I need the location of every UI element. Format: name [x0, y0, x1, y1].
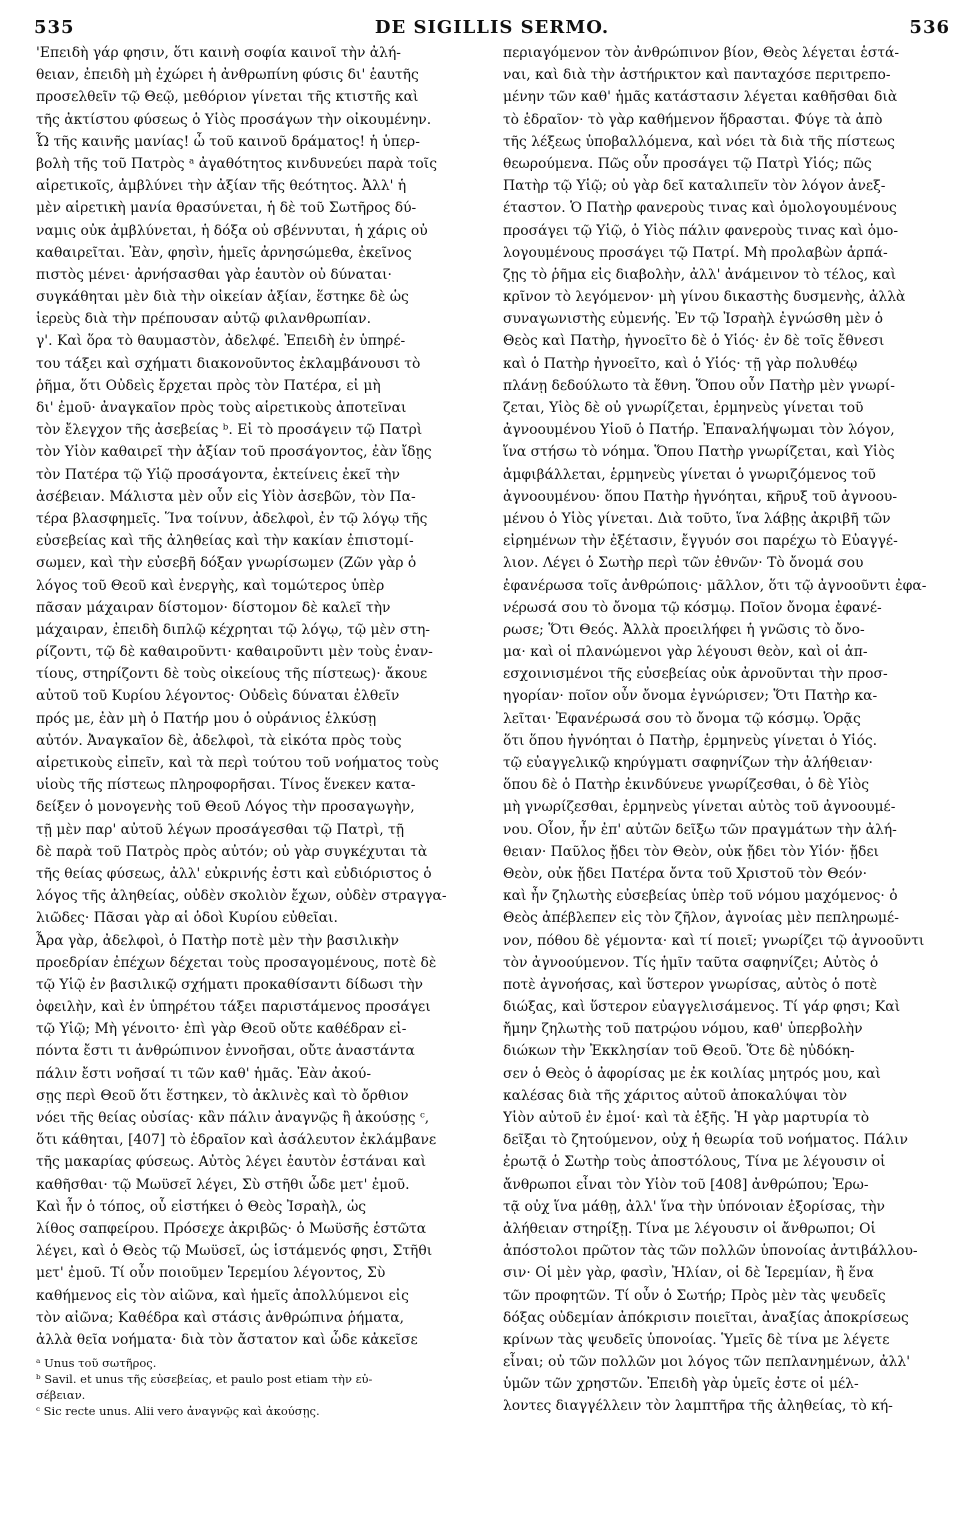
- footnote-line: σέβειαν.: [36, 1388, 86, 1403]
- text-line: νέρωσά σου τὸ ὄνομα τῷ κόσμῳ. Ποῖον ὄνομα ἐφανέ-: [503, 599, 882, 616]
- text-line: ηγορίαν· ποῖον οὖν ὄνομα ἐγνώρισεν; Ὅτι Πατὴρ κα-: [503, 688, 878, 705]
- text-line: σεν ὁ Θεὸς ὁ ἀφορίσας με ἐκ κοιλίας μητρός μου, καὶ: [503, 1065, 881, 1082]
- text-line: δείξεν ὁ μονογενὴς τοῦ Θεοῦ Λόγος τὴν προσαγωγὴν,: [36, 799, 415, 816]
- text-line: τῶν προφητῶν. Τί οὖν ὁ Σωτήρ; Πρὸς μὲν τὰς ψευδεῖς: [503, 1287, 886, 1304]
- text-line: προσάγει τῷ Υἱῷ, ὁ Υἱὸς πάλιν φανεροὺς τινας καὶ ὁμο-: [503, 222, 899, 239]
- right-page-number: 536: [909, 16, 950, 38]
- text-line: ἐφανέρωσα τοῖς ἀνθρώποις· μᾶλλον, ὅτι τῷ ἀγνοοῦντι ἐφα-: [503, 577, 927, 594]
- text-line: ἄνθρωποι εἶναι τὸν Υἱὸν τοῦ [408] ἀνθρώπου; Ἐρω-: [503, 1176, 869, 1193]
- text-line: δεῖξαι τὸ ζητούμενον, οὐχ ἡ θεωρία τοῦ νοήματος. Πάλιν: [503, 1132, 908, 1149]
- text-line: ῥῆμα, ὅτι Οὐδεὶς ἔρχεται πρὸς τὸν Πατέρα, εἰ μὴ: [36, 377, 381, 394]
- text-line: ναμις οὐκ ἀμβλύνεται, ἡ δόξα οὐ σβέννυται, ἡ χάρις οὐ: [36, 222, 428, 239]
- text-line: τὸν ἀγνοούμενον. Τίς ἡμῖν ταῦτα σαφηνίζει; Αὐτὸς ὁ: [503, 954, 879, 971]
- text-line: λόγος τοῦ Θεοῦ καὶ ἐνεργὴς, καὶ τομώτερος ὑπὲρ: [36, 577, 385, 594]
- text-line: ὅτι ὅπου ἠγνόηται ὁ Πατὴρ, ἑρμηνεὺς γίνεται ὁ Υἱός.: [503, 732, 878, 749]
- text-line: κρίνων τὰς ψευδεῖς ὑπονοίας. Ὑμεῖς δὲ τίνα με λέγετε: [503, 1331, 890, 1348]
- text-line: σιν· Οἱ μὲν γὰρ, φασὶν, Ἠλίαν, οἱ δὲ Ἱερεμίαν, ἢ ἕνα: [503, 1265, 874, 1282]
- text-line: ἀλλὰ θεῖα νοήματα· διὰ τὸν ἄστατον καὶ ὧδε κἀκεῖσε: [36, 1331, 418, 1348]
- footnote-line: ᵃ Unus τοῦ σωτῆρος.: [36, 1356, 157, 1371]
- text-line: ἀπόστολοι πρῶτον τὰς τῶν πολλῶν ὑπονοίας ἀντιβάλλου-: [503, 1243, 918, 1260]
- text-line: καὶ ὁ Πατὴρ ἠγνοεῖτο, καὶ ὁ Υἱός· τῇ γὰρ πολυθέῳ: [503, 355, 858, 372]
- text-line: ἵνα στήσω τὸ νόημα. Ὅπου Πατὴρ γνωρίζεται, καὶ Υἱὸς: [503, 444, 895, 461]
- text-line: ρίζοντι, τῷ δὲ καθαιροῦντι· καθαιροῦντι μὲν τοὺς ἐναν-: [36, 644, 433, 661]
- text-line: νον, πόθου δὲ γέμοντα· καὶ τί ποιεῖ; γνωρίζει τῷ ἀγνοοῦντι: [503, 932, 925, 949]
- left-column: [36, 42, 476, 1419]
- text-line: δόξας οὐδεμίαν ἀπόκρισιν ποιεῖται, ἀναξίας ἀποκρίσεως: [503, 1309, 909, 1326]
- text-line: εὐσεβείας καὶ τῆς ἀληθείας καὶ τὴν κακίαν ἐπιστομί-: [36, 533, 414, 550]
- text-line: μετ' ἐμοῦ. Τί οὖν ποιοῦμεν Ἱερεμίου λέγοντος, Σὺ: [36, 1265, 386, 1282]
- footnote-line: ᵇ Savil. et unus τῆς εὐσεβείας, et paulo post etiam τὴν εὐ-: [36, 1372, 373, 1387]
- text-line: συγκάθηται μὲν διὰ τὴν οἰκείαν ἀξίαν, ἕστηκε δὲ ὡς: [36, 289, 409, 306]
- text-line: Θεὸς καὶ Πατὴρ, ἠγνοεῖτο δὲ ὁ Υἱός· ἐν δὲ τοῖς ἔθνεσι: [503, 333, 885, 350]
- text-line: πιστὸς μένει· ἀρνήσασθαι γὰρ ἑαυτὸν οὐ δύναται·: [36, 266, 392, 283]
- text-line: δὲ παρὰ τοῦ Πατρὸς πρὸς αὐτόν; οὐ γὰρ συγκέχυται τὰ: [36, 843, 428, 860]
- text-line: ἀγνοουμένου· ὅπου Πατὴρ ἠγνόηται, κῆρυξ τοῦ ἀγνοου-: [503, 488, 898, 505]
- text-line: πάλιν ἔστι νοῆσαί τι τῶν καθ' ἡμᾶς. Ἐὰν ἀκού-: [36, 1065, 372, 1082]
- text-line: ὀφειλὴν, καὶ ἐν ὑπηρέτου τάξει παριστάμενος προσάγει: [36, 999, 431, 1016]
- text-line: αὐτόν. Ἀναγκαῖον δὲ, ἀδελφοὶ, τὰ εἰκότα πρὸς τοὺς: [36, 732, 402, 749]
- text-line: τῇ μὲν παρ' αὐτοῦ λέγων προσάγεσθαι τῷ Πατρὶ, τῇ: [36, 821, 405, 838]
- text-line: βολὴ τῆς τοῦ Πατρὸς ᵃ ἀγαθότητος κινδυνεύει παρὰ τοῖς: [36, 155, 438, 172]
- text-line: τὸν ἔλεγχον τῆς ἀσεβείας ᵇ. Εἰ τὸ προσάγειν τῷ Πατρὶ: [36, 422, 423, 439]
- text-line: λογουμένους προσάγει τῷ Πατρί. Μὴ προλαβὼν ἁρπά-: [503, 244, 888, 261]
- running-title: DE SIGILLIS SERMO.: [374, 16, 610, 38]
- text-line: νου. Οἷον, ἦν ἐπ' αὐτῶν δεῖξω τῶν πραγμάτων τὴν ἀλή-: [503, 821, 897, 838]
- text-line: ἱερεὺς διὰ τὴν πρέπουσαν αὐτῷ φιλανθρωπίαν.: [36, 311, 371, 328]
- text-line: αἱρετικοῖς, ἀμβλύνει τὴν ἀξίαν τῆς θεότητος. Ἀλλ' ἡ: [36, 178, 407, 195]
- text-line: υἱοὺς τῆς πίστεως πληροφορῆσαι. Τίνος ἕνεκεν κατα-: [36, 777, 416, 794]
- text-line: ἐρωτᾷ ὁ Σωτὴρ τοὺς ἀποστόλους, Τίνα με λέγουσιν οἱ: [503, 1154, 886, 1171]
- text-line: τῆς λέξεως ὑποβαλλόμενα, καὶ νόει τὰ διὰ τῆς πίστεως: [503, 133, 895, 150]
- text-line: σωμεν, καὶ τὴν εὐσεβῆ δόξαν γνωρίσωμεν (Ζῶν γὰρ ὁ: [36, 555, 417, 572]
- text-line: διώκων τὴν Ἐκκλησίαν τοῦ Θεοῦ. Ὅτε δὲ ηὐδόκη-: [503, 1043, 855, 1060]
- text-line: ποτὲ ἀγνοήσας, καὶ ὕστερον γνωρίσας, αὐτὸς ὁ ποτὲ: [503, 976, 878, 993]
- text-line: Ὦ τῆς καινῆς μανίας! ὦ τοῦ καινοῦ δράματος! ἡ ὑπερ-: [36, 133, 420, 150]
- text-line: συναγωνιστὴς εὐμενής. Ἐν τῷ Ἰσραὴλ ἐγνώσθη μὲν ὁ: [503, 311, 883, 328]
- text-line: αἱρετικοὺς εἰπεῖν, καὶ τὰ περὶ τούτου τοῦ νοήματος τοὺς: [36, 755, 439, 771]
- left-page-number: 535: [34, 16, 75, 38]
- text-line: πλάνῃ δεδούλωτο τὰ ἔθνη. Ὅπου οὖν Πατὴρ μὲν γνωρί-: [503, 377, 895, 394]
- text-line: 'Επειδὴ γάρ φησιν, ὅτι καινὴ σοφία καινοῖ τὴν ἀλή-: [36, 45, 402, 61]
- text-line: λιον. Λέγει ὁ Σωτὴρ περὶ τῶν ἐθνῶν· Τὸ ὄνομά σου: [503, 555, 864, 572]
- text-line: μα· καὶ οἱ πλανώμενοι γὰρ λέγουσι θεὸν, καὶ οἱ ἀπ-: [503, 644, 868, 661]
- text-line: τῆς μακαρίας φύσεως. Αὐτὸς λέγει ἑαυτὸν ἑστάναι καὶ: [36, 1154, 427, 1171]
- text-line: πρός με, ἐὰν μὴ ὁ Πατήρ μου ὁ οὐράνιος ἑλκύσῃ: [36, 710, 377, 727]
- text-line: ζεται, Υἱὸς δὲ οὐ γνωρίζεται, ἑρμηνεὺς γίνεται τοῦ: [503, 400, 864, 416]
- text-line: ναι, καὶ διὰ τὴν ἀστήρικτον καὶ πανταχόσε περιτρεπο-: [503, 67, 891, 84]
- text-line: περιαγόμενον τὸν ἀνθρώπινον βίον, Θεὸς λέγεται ἑστά-: [503, 45, 900, 61]
- text-line: θειαν, ἐπειδὴ μὴ ἐχώρει ἡ ἀνθρωπίνη φύσις δι' ἑαυτῆς: [36, 67, 419, 84]
- text-line: λίθος σαπφείρου. Πρόσεχε ἀκριβῶς· ὁ Μωϋσῆς ἑστῶτα: [36, 1220, 427, 1237]
- text-line: τᾷ οὐχ ἵνα μάθῃ, ἀλλ' ἵνα τὴν ὑπόνοιαν ἐξορίσας, τὴν: [503, 1198, 885, 1215]
- text-line: γ'. Καὶ ὅρα τὸ θαυμαστὸν, ἀδελφέ. Ἐπειδὴ ἐν ὑπηρέ-: [36, 333, 406, 350]
- text-line: λιῶδες· Πᾶσαι γὰρ αἱ ὁδοὶ Κυρίου εὐθεῖαι.: [36, 910, 338, 927]
- text-line: μὴ γνωρίζεσθαι, ἑρμηνεὺς γίνεται αὐτὸς τοῦ ἀγνοουμέ-: [503, 799, 896, 816]
- text-line: δι' ἐμοῦ· ἀναγκαῖον πρὸς τοὺς αἱρετικοὺς ἀποτεῖναι: [36, 400, 407, 416]
- text-line: καθήμενος εἰς τὸν αἰῶνα, καὶ ἡμεῖς ἀπολλύμενοι εἰς: [36, 1287, 409, 1304]
- text-line: καθῆσθαι· τῷ Μωϋσεῖ λέγει, Σὺ στῆθι ὧδε μετ' ἐμοῦ.: [36, 1176, 410, 1193]
- text-line: Καὶ ἦν ὁ τόπος, οὗ εἱστήκει ὁ Θεὸς Ἰσραὴλ, ὡς: [36, 1198, 367, 1215]
- text-line: θεωρούμενα. Πῶς οὖν προσάγει τῷ Πατρὶ Υἱός; πῶς: [503, 155, 872, 172]
- text-line: έταστον. Ὁ Πατὴρ φανεροὺς τινας καὶ ὁμολογουμένους: [503, 200, 897, 217]
- text-line: Θεὸν, οὐκ ᾔδει Πατέρα ὄντα τοῦ Χριστοῦ τὸν Θεόν·: [503, 865, 868, 882]
- text-line: αὐτοῦ τοῦ Κυρίου λέγοντος· Οὐδεὶς δύναται ἐλθεῖν: [36, 688, 400, 705]
- text-line: διώξας, καὶ ὕστερον εὐαγγελισάμενος. Τί γάρ φησι; Καὶ: [503, 999, 901, 1016]
- right-column: [503, 42, 949, 1418]
- text-line: τῷ Υἱῷ; Μὴ γένοιτο· ἐπὶ γὰρ Θεοῦ οὔτε καθέδραν εἰ-: [36, 1021, 407, 1038]
- text-line: λέγει, καὶ ὁ Θεὸς τῷ Μωϋσεῖ, ὡς ἱστάμενός φησι, Στῆθι: [36, 1243, 433, 1260]
- text-line: ἀσέβειαν. Μάλιστα μὲν οὖν εἰς Υἱὸν ἀσεβῶν, τὸν Πα-: [36, 488, 416, 505]
- text-line: ἀγνοουμένου Υἱοῦ ὁ Πατήρ. Ἐπαναλήψωμαι τὸν λόγον,: [503, 422, 895, 439]
- text-line: θειαν· Παῦλος ᾔδει τὸν Θεὸν, οὐκ ᾔδει τὸν Υἱόν· ᾔδει: [503, 843, 879, 860]
- text-line: πᾶσαν μάχαιραν δίστομον· δίστομον δὲ καλεῖ τὴν: [36, 599, 391, 616]
- text-line: Θεὸς ἀπέβλεπεν εἰς τὸν ζῆλον, ἀγνοίας μὲν πεπληρωμέ-: [503, 910, 899, 927]
- footnotes: [36, 1355, 476, 1419]
- running-head: [34, 12, 950, 42]
- text-line: τῷ Υἱῷ ἐν βασιλικῷ σχήματι προκαθίσαντι δίδωσι τὴν: [36, 976, 423, 993]
- text-line: μένην τῶν καθ' ἡμᾶς κατάστασιν λέγεται καθῆσθαι διὰ: [503, 89, 898, 106]
- text-line: ὅτι κάθηται, [407] τὸ ἑδραῖον καὶ ἀσάλευτον ἐκλάμβανε: [36, 1132, 437, 1149]
- text-line: τῆς θείας φύσεως, ἀλλ' εὐκρινής ἐστι καὶ εὐδιόριστος ὁ: [36, 865, 432, 882]
- text-line: καὶ ἦν ζηλωτὴς εὐσεβείας ὑπὲρ τοῦ νόμου μαχόμενος· ὁ: [503, 888, 898, 905]
- text-line: του τάξει καὶ σχήματι διακονοῦντος ἐκλαμβάνουσι τὸ: [36, 355, 421, 372]
- text-line: τίους, στηρίζοντι δὲ τοὺς οἰκείους τῆς πίστεως)· ἄκουε: [36, 666, 428, 683]
- text-line: ἀμφιβάλλεται, ἑρμηνεὺς γίνεται ὁ γνωριζόμενος τοῦ: [503, 466, 876, 483]
- text-line: τὸ ἑδραῖον· τὸ γὰρ καθήμενον ἥδρασται. Φύγε τὰ ἀπὸ: [503, 111, 883, 128]
- text-line: μὲν αἱρετικὴ μανία θρασύνεται, ἡ δὲ τοῦ Σωτῆρος δύ-: [36, 200, 417, 217]
- text-line: μένου ὁ Υἱὸς γίνεται. Διὰ τοῦτο, ἵνα λάβῃς ἀκριβῆ τῶν: [503, 510, 891, 527]
- text-line: νόει τῆς θείας οὐσίας· κἂν πάλιν ἀναγνῷς ἢ ἀκούσῃς ᶜ,: [36, 1110, 430, 1126]
- text-line: μάχαιραν, ἐπειδὴ διπλῷ κέχρηται τῷ λόγῳ, τῷ μὲν στη-: [36, 621, 430, 638]
- text-line: σῃς περὶ Θεοῦ ὅτι ἕστηκεν, τὸ ἀκλινὲς καὶ τὸ ὄρθιον: [36, 1087, 409, 1104]
- text-line: τῷ εὐαγγελικῷ κηρύγματι σαφηνίζων τὴν ἀλήθειαν·: [503, 755, 873, 771]
- text-line: προσελθεῖν τῷ Θεῷ, μεθόριον γίνεται τῆς κτιστῆς καὶ: [36, 89, 419, 106]
- text-line: ζῃς τὸ ῥῆμα εἰς διαβολὴν, ἀλλ' ἀνάμεινον τὸ τέλος, καὶ: [503, 266, 897, 283]
- text-line: προεδρίαν ἐπέχων δέχεται τοὺς προσαγομένους, ποτὲ δὲ: [36, 954, 437, 971]
- text-line: ὑμῶν τῶν χρηστῶν. Ἐπειδὴ γὰρ ὑμεῖς ἐστε οἱ μέλ-: [503, 1376, 859, 1393]
- text-line: κρῖνον τὸ λεγόμενον· μὴ γίνου δικαστὴς δυσμενὴς, ἀλλὰ: [503, 289, 906, 306]
- left-column-text: [36, 42, 476, 1351]
- text-line: τὸν Υἱὸν καθαιρεῖ τὴν ἀξίαν τοῦ προσάγοντος, ἐὰν ἴδῃς: [36, 444, 432, 461]
- text-line: ρωσε; Ὅτι Θεός. Ἀλλὰ προειλήφει ἡ γνῶσις τὸ ὄνο-: [503, 621, 865, 638]
- right-column-text: [503, 42, 949, 1418]
- text-line: εἶναι; οὐ τῶν πολλῶν μοι λόγος τῶν πεπλανημένων, ἀλλ': [503, 1354, 911, 1371]
- text-line: Υἱὸν αὐτοῦ ἐν ἐμοί· καὶ τὰ ἑξῆς. Ἡ γὰρ μαρτυρία τὸ: [503, 1110, 870, 1126]
- text-line: εσχοινισμένοι τῆς εὐσεβείας οὐκ ἀρνοῦνται τὴν προσ-: [503, 666, 888, 683]
- text-line: τῆς ἀκτίστου φύσεως ὁ Υἱὸς προσάγων τὴν οἰκουμένην.: [36, 111, 432, 128]
- text-line: λοντες διαγγέλλειν τὸν λαμπτῆρα τῆς ἀληθείας, τὸ κή-: [503, 1398, 893, 1415]
- footnote-line: ᶜ Sic recte unus. Alii vero ἀναγνῷς καὶ ἀκούσῃς.: [36, 1404, 320, 1419]
- text-line: εἰρημένων τὴν ἐξέτασιν, ἔγγυόν σοι παρέχω τὸ Εὐαγγέ-: [503, 533, 898, 550]
- text-line: ἤμην ζηλωτὴς τοῦ πατρῴου νόμου, καθ' ὑπερβολὴν: [503, 1021, 863, 1038]
- text-line: ὅπου δὲ ὁ Πατὴρ ἐκινδύνευε γνωρίζεσθαι, ὁ δὲ Υἱὸς: [503, 777, 870, 794]
- text-line: καλέσας διὰ τῆς χάριτος αὐτοῦ ἀποκαλύψαι τὸν: [503, 1087, 848, 1104]
- text-line: λεῖται· Ἐφανέρωσά σου τὸ ὄνομα τῷ κόσμῳ. Ὁρᾷς: [503, 710, 861, 727]
- text-line: λόγος τῆς ἀληθείας, οὐδὲν σκολιὸν ἔχων, οὐδὲν στραγγα-: [36, 888, 447, 905]
- text-line: ἀλήθειαν στηρίξῃ. Τίνα με λέγουσιν οἱ ἄνθρωποι; Οἱ: [503, 1220, 876, 1237]
- text-line: πόντα ἔστι τι ἀνθρώπινον ἐννοῆσαι, οὔτε ἀναστάντα: [36, 1043, 415, 1060]
- text-line: Πατὴρ τῷ Υἱῷ; οὐ γὰρ δεῖ καταλιπεῖν τὸν λόγον ἀνεξ-: [503, 178, 886, 195]
- text-line: τὸν αἰῶνα; Καθέδρα καὶ στάσις ἀνθρώπινα ῥήματα,: [36, 1309, 405, 1326]
- text-line: Ἆρα γὰρ, ἀδελφοὶ, ὁ Πατὴρ ποτὲ μὲν τὴν βασιλικὴν: [36, 932, 399, 949]
- text-line: καθαιρεῖται. Ἐὰν, φησὶν, ἡμεῖς ἀρνησώμεθα, ἐκεῖνος: [36, 244, 412, 261]
- text-line: τὸν Πατέρα τῷ Υἱῷ προσάγοντα, ἐκτείνεις ἐκεῖ τὴν: [36, 466, 400, 483]
- text-line: τέρα βλασφημεῖς. Ἵνα τοίνυν, ἀδελφοὶ, ἐν τῷ λόγῳ τῆς: [36, 510, 428, 527]
